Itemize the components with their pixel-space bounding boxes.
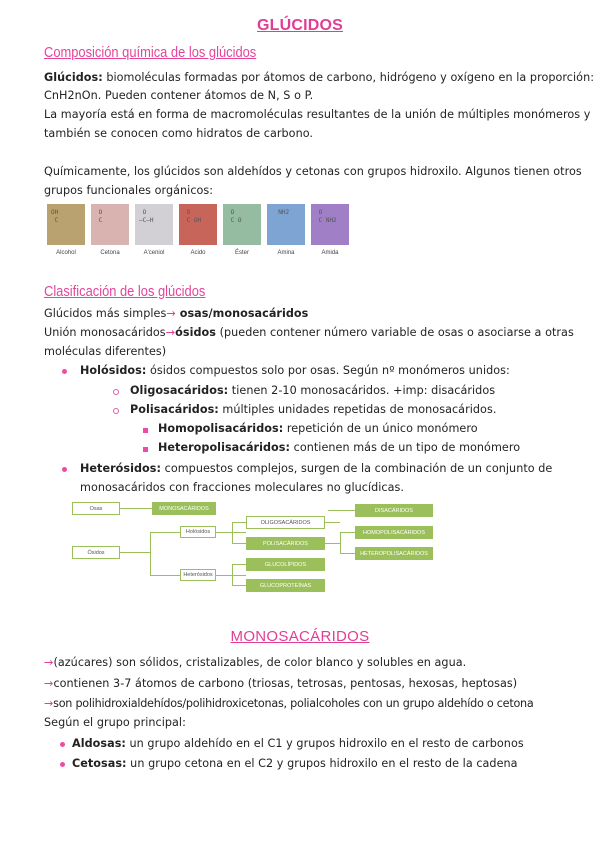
node-osidos: Ósidos [72, 546, 120, 559]
classification-line-osidos: Unión monosacáridos→ósidos (pueden contener número variable de osas o asociarse a otras [44, 326, 574, 339]
paragraph-chemistry-line-2: grupos funcionales orgánicos: [44, 184, 214, 197]
section-heading-monosacaridos: MONOSACÁRIDOS [230, 628, 370, 645]
definition-line-2: CnH2nOn. Pueden contener átomos de N, S o P. [44, 89, 314, 102]
list-item-oligosacaridos: Oligosacáridos: tienen 2-10 monosacáridos. +imp: disacáridos [130, 384, 496, 397]
functional-group-formula: OH C [51, 209, 59, 224]
arrow-icon: → [44, 677, 54, 690]
node-heteropolisacaridos: HETEROPOLISACÁRIDOS [355, 547, 433, 560]
node-monosacaridos: MONOSACÁRIDOS [152, 502, 216, 515]
node-glucoproteinas: GLUCOPROTEÍNAS [246, 579, 325, 592]
connector-line [232, 522, 246, 523]
functional-group-tile [179, 204, 217, 245]
classification-line-osas: Glúcidos más simples→ osas/monosacáridos [44, 307, 309, 320]
page-title: GLÚCIDOS [256, 17, 344, 34]
connector-line [120, 508, 152, 509]
functional-group-tile [223, 204, 261, 245]
functional-group-tile [91, 204, 129, 245]
list-item-heterosidos: Heterósidos: compuestos complejos, surgen de la combinación de un conjunto de [80, 462, 553, 475]
functional-group-label: A'ceniol [143, 250, 165, 256]
functional-group-label: Cetona [100, 250, 120, 256]
connector-line [120, 552, 150, 553]
functional-group-formula: O C [98, 209, 103, 224]
section-heading-composicion: Composición química de los glúcidos [44, 44, 257, 61]
arrow-icon: → [166, 307, 176, 320]
connector-line [340, 553, 355, 554]
list-item-holosidos: Holósidos: ósidos compuestos solo por osas. Según nº monómeros unidos: [80, 364, 510, 377]
circle-bullet-icon [113, 389, 119, 395]
connector-line [325, 543, 340, 544]
functional-group-label: Alcohol [56, 250, 76, 256]
connector-line [150, 532, 151, 575]
node-osas: Osas [72, 502, 120, 515]
classification-line-osidos-cont: moléculas diferentes) [44, 345, 167, 358]
connector-line [232, 585, 246, 586]
arrow-icon: → [165, 326, 176, 339]
node-glucolipidos: GLUCOLÍPIDOS [246, 558, 325, 571]
functional-group-label: Éster [234, 250, 249, 256]
arrow-icon: → [44, 697, 54, 710]
glucidos-term: Glúcidos: [44, 71, 103, 84]
connector-line [150, 575, 180, 576]
connector-line [328, 510, 355, 511]
bullet-icon [62, 467, 67, 472]
connector-line [340, 532, 355, 533]
arrow-icon: → [44, 656, 54, 669]
functional-group-formula: O —C—H [139, 209, 154, 224]
functional-group-formula: NH2 [271, 209, 290, 216]
connector-line [216, 575, 246, 576]
definition-line-1 [44, 70, 594, 86]
bullet-icon [60, 742, 65, 747]
glucidos-definition: biomoléculas formadas por átomos de carbono, hidrógeno y oxígeno en la proporción: [102, 71, 595, 84]
functional-group-label: Amina [277, 250, 295, 256]
paragraph-macromolecules-line-2: también se conocen como hidratos de carbono. [44, 127, 314, 140]
node-heterosidos: Heterósidos [180, 569, 216, 581]
functional-group-label: Amida [321, 250, 339, 256]
list-item-cetosas: Cetosas: un grupo cetona en el C2 y grupos hidroxilo en el resto de la cadena [72, 757, 518, 770]
mono-line-2: →contienen 3-7 átomos de carbono (triosas, tetrosas, pentosas, hexosas, heptosas) [44, 677, 518, 690]
connector-line [150, 532, 180, 533]
connector-line [232, 564, 233, 585]
mono-line-3: →son polihidroxialdehídos/polihidroxicetonas, polialcoholes con un grupo aldehído o cetona [44, 697, 534, 710]
connector-line [216, 532, 246, 533]
node-holosidos: Holósidos [180, 526, 216, 538]
section-heading-clasificacion: Clasificación de los glúcidos [44, 283, 206, 300]
circle-bullet-icon [113, 408, 119, 414]
bullet-icon [60, 762, 65, 767]
node-homopolisacaridos: HOMOPOLISACÁRIDOS [355, 526, 433, 539]
functional-group-tile [135, 204, 173, 245]
node-disacaridos: DISACÁRIDOS [355, 504, 433, 517]
connector-line [325, 522, 340, 523]
mono-line-1: →(azúcares) son sólidos, cristalizables, de color blanco y solubles en agua. [44, 656, 467, 669]
bullet-icon [62, 369, 67, 374]
list-item-aldosas: Aldosas: un grupo aldehído en el C1 y grupos hidroxilo en el resto de carbonos [72, 737, 524, 750]
mono-line-4: Según el grupo principal: [44, 716, 186, 729]
functional-group-formula: O C NH2 [318, 209, 337, 224]
list-item-heterosidos-cont: monosacáridos con fracciones moleculares no glucídicas. [80, 481, 405, 494]
connector-line [340, 532, 341, 553]
list-item-homopolisacaridos: Homopolisacáridos: repetición de un único monómero [158, 422, 478, 435]
functional-group-tile [267, 204, 305, 245]
functional-group-formula: O C O [230, 209, 242, 224]
connector-line [232, 564, 246, 565]
list-item-polisacaridos: Polisacáridos: múltiples unidades repetidas de monosacáridos. [130, 403, 497, 416]
node-polisacaridos: POLISACÁRIDOS [246, 537, 325, 550]
node-oligosacaridos: OLIGOSACÁRIDOS [246, 516, 325, 529]
connector-line [232, 522, 233, 543]
paragraph-macromolecules-line-1: La mayoría está en forma de macromoléculas resultantes de la unión de múltiples monómeros y [44, 108, 591, 121]
paragraph-chemistry-line-1: Químicamente, los glúcidos son aldehídos y cetonas con grupos hidroxilo. Algunos tienen otros [44, 165, 582, 178]
functional-group-tile [47, 204, 85, 245]
functional-group-label: Acido [190, 250, 206, 256]
list-item-heteropolisacaridos: Heteropolisacáridos: contienen más de un tipo de monómero [158, 441, 521, 454]
functional-group-formula: O C OH [186, 209, 202, 224]
square-bullet-icon [143, 428, 148, 433]
square-bullet-icon [143, 447, 148, 452]
connector-line [232, 543, 246, 544]
functional-group-tile [311, 204, 349, 245]
